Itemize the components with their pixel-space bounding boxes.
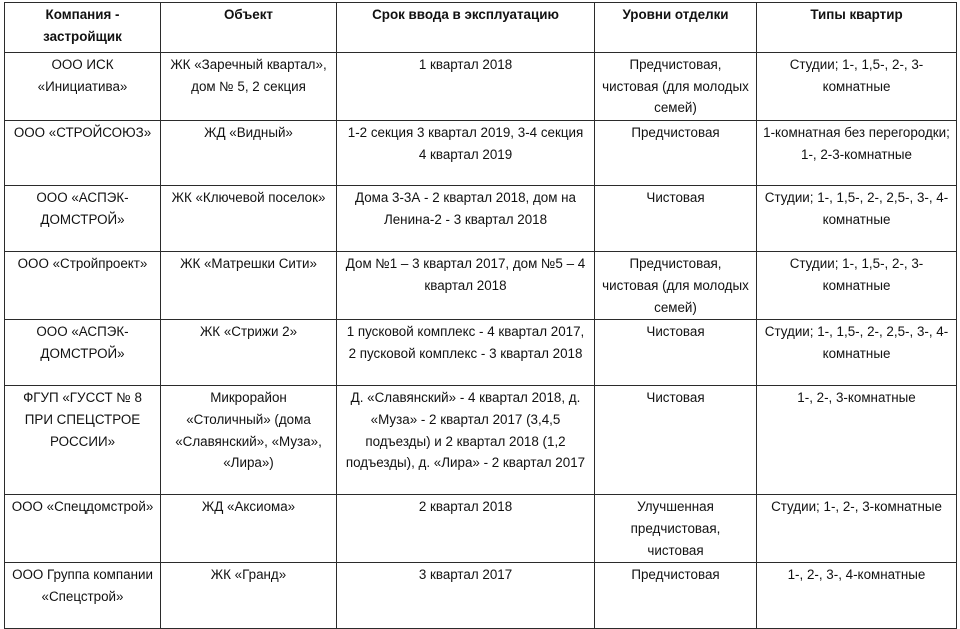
cell-company: ФГУП «ГУССТ № 8 ПРИ СПЕЦСТРОЕ РОССИИ»	[5, 386, 161, 495]
cell-finish: Предчистовая, чистовая (для молодых семей)	[595, 252, 757, 320]
header-term: Срок ввода в эксплуатацию	[337, 3, 595, 53]
cell-finish: Предчистовая, чистовая (для молодых семей)	[595, 53, 757, 121]
cell-object: Микрорайон «Столичный» (дома «Славянский», «Муза», «Лира»)	[161, 386, 337, 495]
cell-term: 1 квартал 2018	[337, 53, 595, 121]
cell-finish: Улучшенная предчистовая, чистовая	[595, 495, 757, 563]
cell-term: 3 квартал 2017	[337, 563, 595, 629]
cell-object: ЖК «Заречный квартал», дом № 5, 2 секция	[161, 53, 337, 121]
cell-apartment-types: Студии; 1-, 2-, 3-комнатные	[757, 495, 957, 563]
cell-apartment-types: Студии; 1-, 1,5-, 2-, 2,5-, 3-, 4-комнатные	[757, 186, 957, 252]
cell-company: ООО ИСК «Инициатива»	[5, 53, 161, 121]
cell-object: ЖК «Ключевой поселок»	[161, 186, 337, 252]
cell-term: 1-2 секция 3 квартал 2019, 3-4 секция 4 квартал 2019	[337, 121, 595, 186]
cell-company: ООО «АСПЭК-ДОМСТРОЙ»	[5, 186, 161, 252]
cell-object: ЖД «Аксиома»	[161, 495, 337, 563]
cell-company: ООО «Стройпроект»	[5, 252, 161, 320]
cell-term: Д. «Славянский» - 4 квартал 2018, д. «Муза» - 2 квартал 2017 (3,4,5 подъезды) и 2 квартал 2018 (1,2 подъезды), д. «Лира» - 2 квартал 2017	[337, 386, 595, 495]
header-object: Объект	[161, 3, 337, 53]
cell-apartment-types: Студии; 1-, 1,5-, 2-, 3-комнатные	[757, 53, 957, 121]
cell-object: ЖК «Гранд»	[161, 563, 337, 629]
header-apartment-types: Типы квартир	[757, 3, 957, 53]
cell-term: 1 пусковой комплекс - 4 квартал 2017, 2 пусковой комплекс - 3 квартал 2018	[337, 320, 595, 386]
cell-finish: Предчистовая	[595, 563, 757, 629]
table-row	[5, 252, 957, 320]
cell-finish: Чистовая	[595, 320, 757, 386]
cell-company: ООО Группа компании «Спецстрой»	[5, 563, 161, 629]
table-row	[5, 53, 957, 121]
table-row	[5, 186, 957, 252]
cell-company: ООО «Спецдомстрой»	[5, 495, 161, 563]
cell-object: ЖД «Видный»	[161, 121, 337, 186]
cell-object: ЖК «Стрижи 2»	[161, 320, 337, 386]
cell-term: Дома 3-3А - 2 квартал 2018, дом на Ленина-2 - 3 квартал 2018	[337, 186, 595, 252]
developers-table	[4, 2, 957, 629]
table-row	[5, 386, 957, 495]
cell-finish: Чистовая	[595, 386, 757, 495]
cell-company: ООО «СТРОЙСОЮЗ»	[5, 121, 161, 186]
cell-apartment-types: 1-, 2-, 3-, 4-комнатные	[757, 563, 957, 629]
table-row	[5, 495, 957, 563]
cell-finish: Чистовая	[595, 186, 757, 252]
table-row	[5, 121, 957, 186]
cell-apartment-types: 1-комнатная без перегородки; 1-, 2-3-комнатные	[757, 121, 957, 186]
cell-company: ООО «АСПЭК-ДОМСТРОЙ»	[5, 320, 161, 386]
cell-apartment-types: Студии; 1-, 1,5-, 2-, 2,5-, 3-, 4-комнатные	[757, 320, 957, 386]
cell-term: Дом №1 – 3 квартал 2017, дом №5 – 4 квартал 2018	[337, 252, 595, 320]
cell-apartment-types: Студии; 1-, 1,5-, 2-, 3-комнатные	[757, 252, 957, 320]
table-row	[5, 563, 957, 629]
cell-object: ЖК «Матрешки Сити»	[161, 252, 337, 320]
cell-apartment-types: 1-, 2-, 3-комнатные	[757, 386, 957, 495]
cell-finish: Предчистовая	[595, 121, 757, 186]
cell-term: 2 квартал 2018	[337, 495, 595, 563]
table-row	[5, 320, 957, 386]
header-company: Компания - застройщик	[5, 3, 161, 53]
header-finish: Уровни отделки	[595, 3, 757, 53]
table-header-row	[5, 3, 957, 53]
